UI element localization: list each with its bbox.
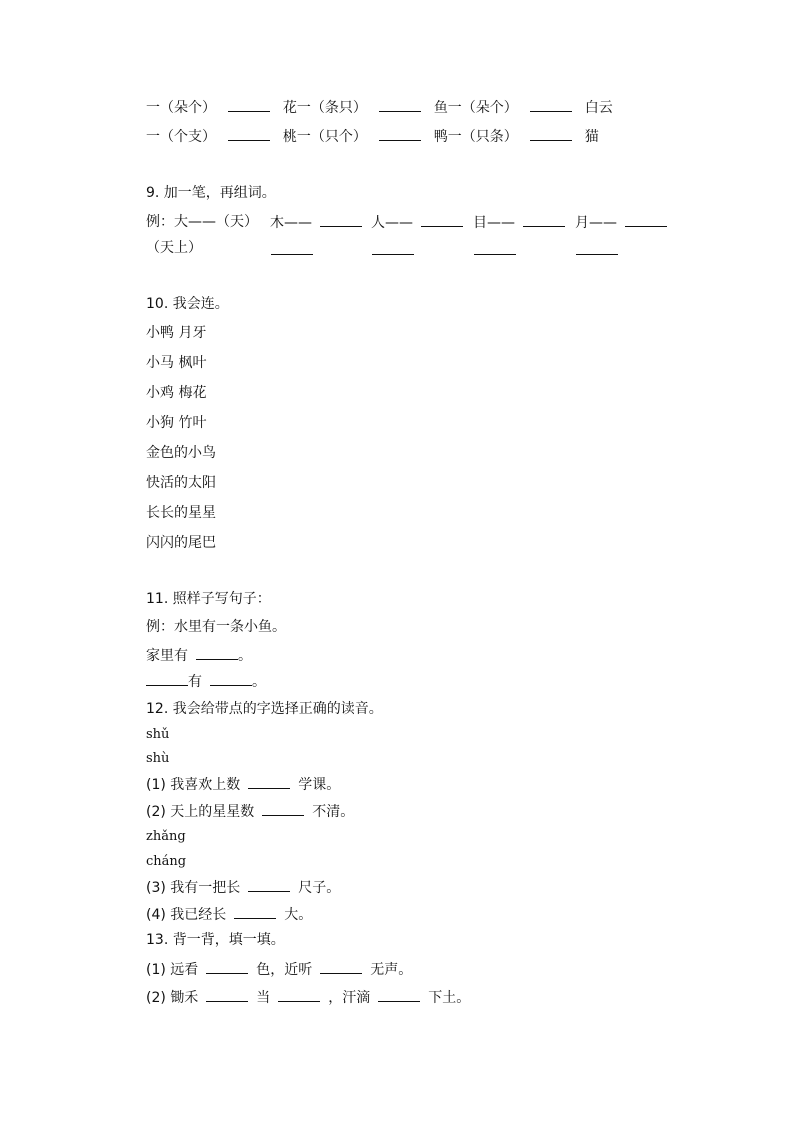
q13-line-1 [146,959,412,980]
sentence-text: 家里有 [146,648,188,664]
match-item[interactable]: 长长的星星 [146,505,216,521]
q11-title: 11. 照样子写句子： [146,591,271,607]
answer-blank[interactable] [206,959,248,974]
match-item[interactable]: 小鸡 梅花 [146,385,207,401]
answer-blank[interactable] [378,987,420,1002]
answer-blank[interactable] [271,240,313,255]
row-text: 花一（条只） [282,100,367,116]
sentence-text: 。 [238,648,252,664]
sentence-text: (4) 我已经长 [146,907,227,923]
sentence-text: 。 [252,674,266,690]
poem-text: ，汗滴 [328,990,371,1006]
answer-blank[interactable] [278,987,320,1002]
item-char: 月—— [575,215,617,231]
sentence-text: 学课。 [298,777,341,793]
answer-blank[interactable] [196,645,238,660]
match-item[interactable]: 小狗 竹叶 [146,415,207,431]
q9-title: 9. 加一笔，再组词。 [146,185,276,201]
match-item[interactable]: 小鸭 月牙 [146,325,207,341]
answer-blank[interactable] [379,97,421,112]
q11-sentence-1 [146,645,252,666]
poem-text: (2) 锄禾 [146,990,199,1006]
answer-blank[interactable] [320,959,362,974]
poem-text: 色，近听 [256,962,313,978]
pinyin-option: zhǎng [146,829,186,844]
answer-blank[interactable] [576,240,618,255]
poem-text: 下土。 [428,990,471,1006]
poem-text: 无声。 [370,962,413,978]
answer-blank[interactable] [248,774,290,789]
sentence-text: 有 [188,674,202,690]
q12-title: 12. 我会给带点的字选择正确的读音。 [146,701,383,717]
sentence-text: (3) 我有一把长 [146,880,241,896]
row-text: 一（朵个） [146,100,216,116]
q9-item-mu [270,212,362,233]
poem-text: 当 [256,990,271,1006]
answer-blank[interactable] [228,97,270,112]
answer-blank[interactable] [206,987,248,1002]
answer-blank[interactable] [262,801,304,816]
q12-sentence-1 [146,774,340,795]
pinyin-option: cháng [146,854,187,869]
answer-blank[interactable] [320,212,362,227]
answer-blank[interactable] [146,671,188,686]
q11-sentence-2 [146,671,266,692]
row-text: 猫 [584,129,599,145]
answer-blank[interactable] [379,126,421,141]
answer-blank[interactable] [530,126,572,141]
row-text: 白云 [584,100,613,116]
q12-sentence-4 [146,904,312,925]
sentence-text: 不清。 [312,804,355,820]
match-item[interactable]: 快活的太阳 [146,475,216,491]
measure-word-row-2 [146,126,599,147]
q11-example: 例：水里有一条小鱼。 [146,619,286,635]
answer-blank[interactable] [234,904,276,919]
row-text: 一（个支） [146,129,216,145]
poem-text: (1) 远看 [146,962,199,978]
item-char: 人—— [371,215,413,231]
q10-title: 10. 我会连。 [146,296,229,312]
match-item[interactable]: 金色的小鸟 [146,445,216,461]
sentence-text: (1) 我喜欢上数 [146,777,241,793]
answer-blank[interactable] [474,240,516,255]
answer-blank[interactable] [523,212,565,227]
q9-example: 例：大——（天） [146,214,258,230]
answer-blank[interactable] [210,671,252,686]
item-char: 目—— [473,215,515,231]
answer-blank[interactable] [372,240,414,255]
q12-sentence-3 [146,877,340,898]
sentence-text: 大。 [284,907,313,923]
q9-item-ren [371,212,463,233]
sentence-text: (2) 天上的星星数 [146,804,255,820]
pinyin-option: shǔ [146,727,170,742]
q9-example-word: （天上） [146,240,202,256]
match-item[interactable]: 闪闪的尾巴 [146,535,216,551]
answer-blank[interactable] [421,212,463,227]
pinyin-option: shù [146,751,170,766]
item-char: 木—— [270,215,312,231]
answer-blank[interactable] [248,877,290,892]
answer-blank[interactable] [228,126,270,141]
q13-line-2 [146,987,470,1008]
row-text: 鸭一（只条） [433,129,518,145]
row-text: 桃一（只个） [282,129,367,145]
answer-blank[interactable] [625,212,667,227]
match-item[interactable]: 小马 枫叶 [146,355,207,371]
row-text: 鱼一（朵个） [433,100,518,116]
measure-word-row-1 [146,97,613,118]
sentence-text: 尺子。 [298,880,341,896]
q9-item-yue [575,212,667,233]
q9-item-mu2 [473,212,565,233]
q12-sentence-2 [146,801,354,822]
q13-title: 13. 背一背，填一填。 [146,932,285,948]
answer-blank[interactable] [530,97,572,112]
